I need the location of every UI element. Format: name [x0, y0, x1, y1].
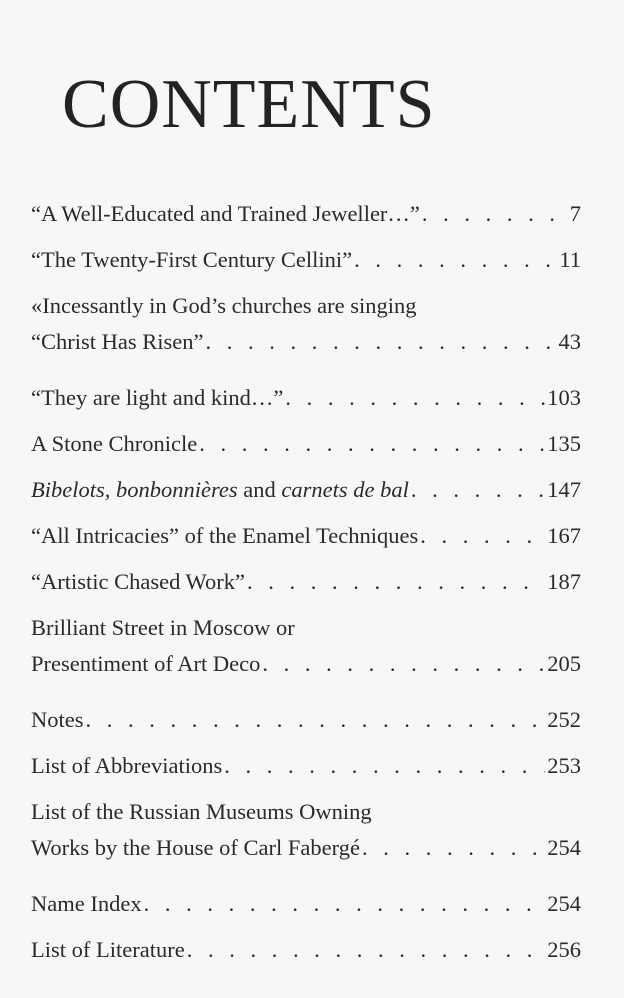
toc-page-number: 187 [547, 569, 581, 594]
dot-leader [354, 242, 557, 278]
toc-entry-title: List of Abbreviations [31, 753, 223, 778]
toc-entry [31, 748, 581, 794]
toc-page-number: 135 [547, 431, 581, 456]
toc-page-number: 147 [547, 477, 581, 502]
toc-entry-title: “All Intricacies” of the Enamel Techniques [31, 523, 419, 548]
dot-leader [205, 324, 556, 360]
toc-entry [31, 380, 581, 426]
dot-leader [144, 886, 546, 922]
toc-entry [31, 518, 581, 564]
toc-entry-title: Name Index [31, 891, 142, 916]
toc-entry-title-italic: Bibelots, bonbonnières [31, 477, 238, 502]
toc-page-number: 254 [547, 835, 581, 860]
toc-entry-title: “Christ Has Risen” [31, 329, 204, 354]
toc-entry [31, 794, 581, 886]
toc-page-number: 103 [547, 385, 581, 410]
toc-entry-title-line1: «Incessantly in God’s churches are singing [31, 293, 417, 318]
toc-entry-title-line1: Brilliant Street in Moscow or [31, 615, 295, 640]
dot-leader [411, 472, 545, 508]
toc-entry-title [31, 472, 409, 508]
toc-entry [31, 288, 581, 380]
toc-entry-title: “A Well-Educated and Trained Jeweller…” [31, 201, 420, 226]
toc-entry-title: Notes [31, 707, 84, 732]
toc-entry [31, 932, 581, 978]
toc-entry [31, 472, 581, 518]
toc-page-number: 167 [547, 523, 581, 548]
dot-leader [420, 518, 545, 554]
toc-entry [31, 702, 581, 748]
dot-leader [86, 702, 546, 738]
toc-page-number: 253 [547, 753, 581, 778]
toc-page-number: 256 [547, 937, 581, 962]
dot-leader [199, 426, 545, 462]
toc-page-number: 254 [547, 891, 581, 916]
toc-entry-title: Presentiment of Art Deco [31, 651, 261, 676]
toc-entry [31, 886, 581, 932]
dot-leader [187, 932, 546, 968]
dot-leader [422, 196, 568, 232]
toc-entry-title: “Artistic Chased Work” [31, 569, 245, 594]
toc-page-number: 7 [569, 201, 581, 226]
toc-entry [31, 196, 581, 242]
toc-entry-title-italic: carnets de bal [281, 477, 409, 502]
toc-entry [31, 242, 581, 288]
toc-entry [31, 426, 581, 472]
table-of-contents [31, 196, 581, 978]
toc-page-number: 11 [559, 247, 581, 272]
toc-page-number: 43 [558, 329, 581, 354]
dot-leader [224, 748, 545, 784]
toc-page-number: 205 [547, 651, 581, 676]
dot-leader [247, 564, 545, 600]
toc-entry [31, 610, 581, 702]
dot-leader [285, 380, 545, 416]
toc-entry-title: “The Twenty-First Century Cellini” [31, 247, 353, 272]
toc-entry-title: Works by the House of Carl Fabergé [31, 835, 360, 860]
toc-entry-title: “They are light and kind…” [31, 385, 284, 410]
toc-entry-title-line1: List of the Russian Museums Owning [31, 799, 372, 824]
page-title: CONTENTS [62, 66, 436, 143]
dot-leader [262, 646, 545, 682]
toc-entry-title: A Stone Chronicle [31, 431, 198, 456]
toc-page-number: 252 [547, 707, 581, 732]
toc-entry-title: List of Literature [31, 937, 185, 962]
toc-entry-title-roman: and [237, 477, 282, 502]
toc-entry [31, 564, 581, 610]
dot-leader [362, 830, 545, 866]
